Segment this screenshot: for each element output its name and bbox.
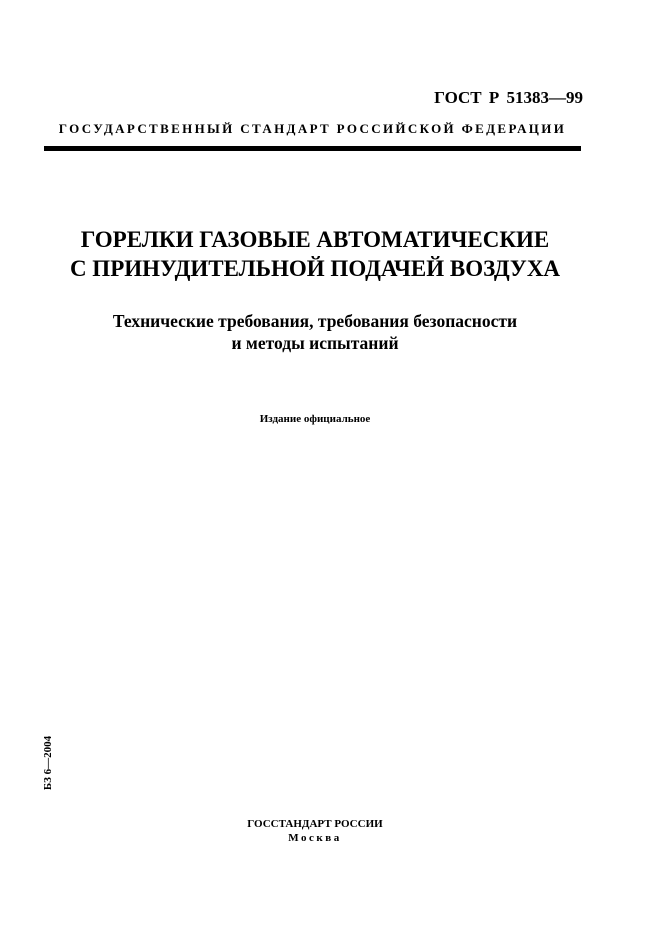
subtitle-line-1: Технические требования, требования безопасности — [112, 311, 518, 331]
side-mark: БЗ 6—2004 — [42, 735, 54, 791]
publisher: ГОССТАНДАРТ РОССИИ — [247, 818, 383, 830]
header-rule — [44, 146, 581, 151]
title-line-1: ГОРЕЛКИ ГАЗОВЫЕ АВТОМАТИЧЕСКИЕ — [80, 227, 550, 252]
city: Москва — [288, 832, 342, 844]
standard-code: ГОСТ Р 51383—99 — [434, 88, 583, 107]
subtitle-line-2: и методы испытаний — [231, 333, 399, 353]
edition-note: Издание официальное — [259, 413, 371, 425]
title-line-2: С ПРИНУДИТЕЛЬНОЙ ПОДАЧЕЙ ВОЗДУХА — [69, 256, 561, 281]
state-standard-header: ГОСУДАРСТВЕННЫЙ СТАНДАРТ РОССИЙСКОЙ ФЕДЕРАЦИИ — [58, 121, 567, 136]
